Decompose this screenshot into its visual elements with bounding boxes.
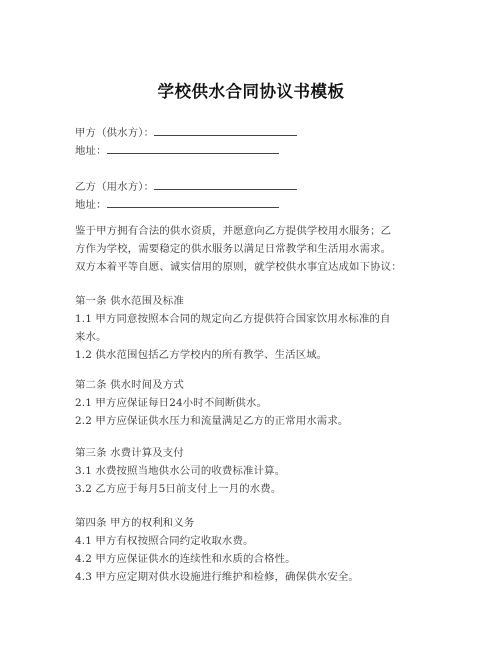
article-line: 2.1 甲方应保证每日24小时不间断供水。	[75, 397, 268, 409]
party-a-name-label: 甲方（供水方）：	[75, 127, 155, 139]
article-line: 4.1 甲方有权按照合同约定收取水费。	[75, 535, 254, 547]
party-a-address-blank	[107, 142, 279, 154]
article-line: 1.1 甲方同意按照本合同的规定向乙方提供符合国家饮用水标准的自	[75, 313, 391, 325]
article-heading: 第一条 供水范围及标准	[75, 295, 184, 307]
article-line: 3.1 水费按照当地供水公司的收费标准计算。	[75, 465, 286, 477]
page-title: 学校供水合同协议书模板	[157, 82, 345, 101]
article-line: 4.3 甲方应定期对供水设施进行维护和检修，确保供水安全。	[75, 571, 359, 583]
party-b-name-row	[75, 178, 297, 194]
preamble-line: 鉴于甲方拥有合法的供水资质，并愿意向乙方提供学校用水服务；乙	[75, 225, 392, 237]
party-b-name-label: 乙方（用水方）：	[75, 181, 155, 193]
article-heading: 第四条 甲方的权利和义务	[75, 517, 195, 529]
article-line: 4.2 甲方应保证供水的连续性和水质的合格性。	[75, 553, 296, 565]
party-a-name-row	[75, 124, 297, 140]
article-line: 2.2 甲方应保证供水压力和流量满足乙方的正常用水需求。	[75, 415, 349, 427]
party-b-name-blank	[154, 178, 297, 190]
article-line: 3.2 乙方应于每月5日前支付上一月的水费。	[75, 483, 282, 495]
article-line: 来水。	[75, 331, 107, 343]
party-b-address-blank	[107, 196, 279, 208]
article-heading: 第二条 供水时间及方式	[75, 379, 184, 391]
party-b-address-row	[75, 196, 279, 212]
party-b-address-label: 地址：	[75, 199, 107, 211]
party-a-address-row	[75, 142, 279, 158]
party-a-address-label: 地址：	[75, 145, 107, 157]
preamble-line: 方作为学校，需要稳定的供水服务以满足日常教学和生活用水需求。	[75, 243, 392, 255]
preamble-line: 双方本着平等自愿、诚实信用的原则，就学校供水事宜达成如下协议：	[75, 261, 402, 273]
party-a-name-blank	[154, 124, 297, 136]
article-line: 1.2 供水范围包括乙方学校内的所有教学、生活区域。	[75, 349, 328, 361]
article-heading: 第三条 水费计算及支付	[75, 447, 184, 459]
